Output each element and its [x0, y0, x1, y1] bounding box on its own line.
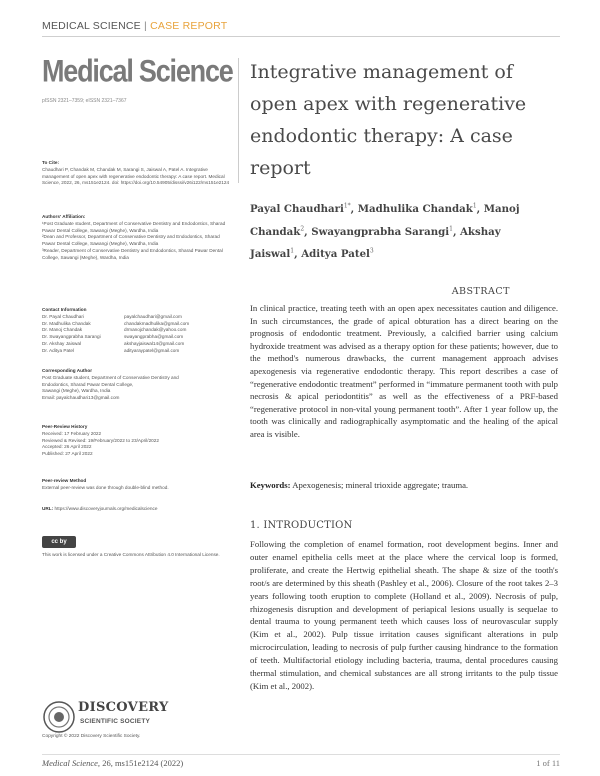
author: Manoj Chandak$^2$, — [250, 203, 520, 238]
journal-logo: Medical Science — [42, 54, 233, 89]
footer-citation — [42, 758, 183, 768]
history-item: Reviewed & Revised: 19/February/2022 to 23/April/2022 — [42, 437, 159, 443]
affiliation-block — [42, 214, 232, 262]
footer-journal: Medical Science, — [42, 758, 101, 768]
header-divider — [42, 36, 560, 37]
contact-name: Dr. Madhulika Chandak — [42, 320, 91, 326]
contact-email[interactable]: drmanojchandak@yahoo.com — [124, 327, 187, 333]
affiliation-label: Authors' Affiliation: — [42, 214, 86, 219]
contact-email[interactable]: payalchaudhari@gmail.com — [124, 313, 182, 319]
cite-text: Chaudhari P, Chandak M, Chandak M, Sarangi S, Jaiswal A, Patel A. Integrative management of open apex with regenerative endodontic therapy: A case report. Medical Science, 2022, 26, ms151e2124. doi: https://doi.org/10.54905/disssi/v26i122/ms151e2124 — [42, 166, 230, 186]
author: Madhulika Chandak$^1$, — [357, 203, 484, 216]
method-text: External peer-review was done through double-blind method. — [42, 484, 169, 490]
author: Aditya Patel$^3$ — [301, 247, 374, 261]
cc-badge-text: cc by — [51, 539, 67, 545]
method-label: Peer-review Method — [42, 478, 87, 483]
contact-name: Dr. Swayangprabha Sarangi — [42, 334, 101, 340]
corresponding-line: Sawangi (Meghe), Wardha, India — [42, 388, 111, 394]
corresponding-line: Post Graduate student, Department of Conservative Dentistry and — [42, 374, 179, 380]
keywords-label: Keywords: — [250, 480, 291, 490]
affiliation-item: ²Dean and Professor, Department of Conservative Dentistry and Endodontics, Sharad Pawar Dental College, Sawangi (Meghe), Wardha, India — [42, 234, 220, 247]
author: Payal Chaudhari$^{1*}$, — [250, 203, 358, 216]
contact-label: Contact Information — [42, 307, 87, 312]
history-block — [42, 424, 232, 458]
cite-block — [42, 160, 232, 187]
contact-block — [42, 307, 232, 355]
url-link[interactable]: https://www.discoveryjournals.org/medicalscience — [54, 506, 158, 511]
title-divider — [238, 58, 239, 183]
abstract-heading: ABSTRACT — [451, 286, 510, 297]
footer-divider — [42, 754, 560, 755]
copyright-text: Copyright © 2022 Discovery Scientific Society. — [42, 734, 141, 739]
url-label: URL: — [42, 506, 54, 511]
author-list — [250, 197, 550, 264]
header-section: MEDICAL SCIENCE — [42, 20, 141, 32]
corresponding-block — [42, 368, 232, 402]
cc-license-badge[interactable] — [42, 536, 76, 548]
article-title: Integrative management of open apex with regenerative endodontic therapy: A case report — [250, 61, 527, 179]
url-block — [42, 506, 232, 513]
contact-email[interactable]: adityaraypatel@gmail.com — [124, 347, 180, 353]
author: Swayangprabha Sarangi$^1$, — [311, 225, 461, 238]
history-item: Accepted: 26 April 2022 — [42, 444, 92, 450]
cite-label: To Cite: — [42, 160, 60, 165]
contact-name: Dr. Manoj Chandak — [42, 327, 83, 333]
contact-email[interactable]: chandakmadhulika@gmail.com — [124, 320, 190, 326]
running-header — [42, 20, 227, 32]
contact-name: Dr. Aditya Patel — [42, 347, 75, 353]
keywords-text: Apexogenesis; mineral trioxide aggregate; trauma. — [292, 480, 469, 490]
footer-volume: 26, ms151e2124 (2022) — [100, 758, 184, 768]
introduction-text: Following the completion of enamel formation, root development begins. Inner and outer enamel epithelia cells meet at the place where the cervical loop is formed, proliferate, and create the Hertwig epithelial sheath. The shape & size of the tooth's root/s are determined by this sheath (Pashley et al., 2006). Closure of the root takes 2–3 years following tooth eruption to complete (Holland et al., 2009). Necrosis of pulp, rhizogenesis disruption and development of periapical lesions usually is sequelae to dental trauma to young permanent teeth which causes loss of neurovascular supply (Kim et al., 2002). Pulp tissue irritation causes significant alterations in pulp microcirculation, leading to necrosis of pulp further causing hindrance to the formation of teeth. Multifactorial etiology including bacteria, trauma, dental procedures causing thermal stimulation, and chemical substances are all strong irritants to the pulp tissue (Kim et al., 2002). — [250, 539, 558, 691]
discovery-logo-icon — [42, 700, 76, 734]
affiliation-item: ³Reader, Department of Conservative Dentistry and Endodontics, Sharad Pawar Dental College, Sawangi (Meghe), Wardha, India — [42, 247, 223, 260]
page-number: 1 of 11 — [536, 758, 560, 768]
author: Akshay Jaiswal$^1$, — [250, 225, 501, 261]
corresponding-email[interactable]: Email: payalchaudhari13@gmail.com — [42, 395, 120, 401]
contact-list — [42, 314, 232, 355]
method-block — [42, 478, 232, 492]
history-item: Received: 17 February 2022 — [42, 430, 102, 436]
introduction-heading: 1. INTRODUCTION — [250, 520, 353, 531]
contact-name: Dr. Akshay Jaiswal — [42, 340, 82, 346]
abstract-text: In clinical practice, treating teeth with an open apex necessitates caution and diligence. In such circumstances, the grade of apical obturation has a direct bearing on the prognosis of endodontic treatment. Previously, a calcified barrier using calcium hydroxide treatment was advised as a therapy option for these patients; however, due to the method's numerous drawbacks, the current management approach advises apexogenesis via regenerative endodontic therapy. This report describes a case of “regenerative endodontic treatment” performed in “immature permanent tooth with pulp necrosis & apical periodontitis” as well as the effectiveness of a PRF-based “regenerative protocol in non-vital young permanent tooth”. After 1 year follow up, the tooth was clinically and radiographically asymptomatic and the healing of the apical area is visible. — [250, 303, 558, 439]
contact-name: Dr. Payal Chaudhari — [42, 313, 84, 319]
publisher-subtitle: SCIENTIFIC SOCIETY — [80, 718, 151, 725]
contact-email[interactable]: swayangprabha@gmail.com — [124, 334, 184, 340]
header-separator: | — [144, 20, 147, 32]
contact-email[interactable]: akshayjaiswal14@gmail.com — [124, 340, 185, 346]
license-text: This work is licensed under a Creative Commons Attribution 4.0 International License. — [42, 552, 220, 557]
affiliation-item: ¹Post Graduate student, Department of Conservative Dentistry and Endodontics, Sharad Pawar Dental College, Sawangi (Meghe), Wardha, India — [42, 220, 226, 233]
corresponding-label: Corresponding Author — [42, 368, 93, 373]
history-label: Peer-Review History — [42, 424, 88, 429]
journal-issn: pISSN 2321–7359; eISSN 2321–7367 — [42, 98, 127, 104]
history-item: Published: 27 April 2022 — [42, 451, 93, 457]
corresponding-line: Endodontics, Sharad Pawar Dental College, — [42, 381, 134, 387]
publisher-name: DISCOVERY — [78, 700, 169, 715]
keywords — [250, 480, 558, 490]
header-category: CASE REPORT — [150, 20, 228, 32]
